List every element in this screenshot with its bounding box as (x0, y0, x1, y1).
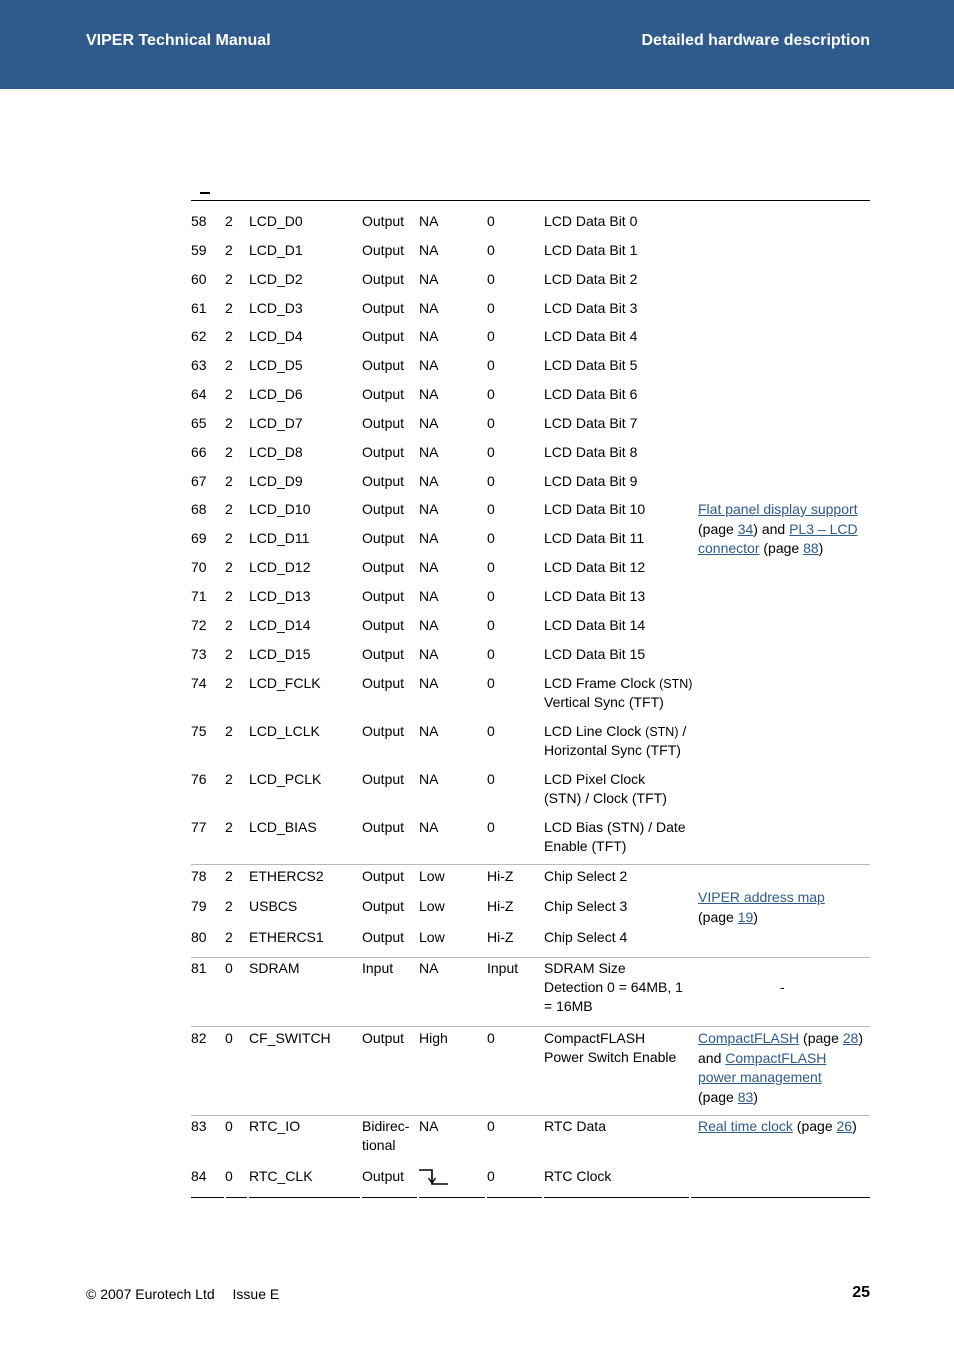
reset-state: 0 (487, 357, 495, 373)
pin-number: 62 (191, 328, 207, 344)
signal-name: LCD_LCLK (249, 723, 320, 739)
pin-number: 68 (191, 501, 207, 517)
pin-number: 60 (191, 271, 207, 287)
reset-state: 0 (487, 1168, 495, 1184)
reset-state: 0 (487, 501, 495, 517)
description: Horizontal Sync (TFT) (544, 742, 681, 758)
reset-state: 0 (487, 617, 495, 633)
level: 2 (225, 588, 233, 604)
pin-number: 76 (191, 771, 207, 787)
description: LCD Data Bit 8 (544, 444, 638, 460)
signal-name: LCD_D10 (249, 501, 311, 517)
level: 2 (225, 868, 233, 884)
description: LCD Data Bit 0 (544, 213, 638, 229)
direction: Output (362, 559, 405, 575)
active-state: Low (419, 898, 445, 914)
reset-state: 0 (487, 242, 495, 258)
direction: Output (362, 1168, 405, 1184)
direction: Output (362, 386, 405, 402)
table-bottom-rule (362, 1197, 417, 1198)
link-page-83[interactable]: 83 (737, 1088, 754, 1105)
active-state: NA (419, 559, 439, 575)
active-state: NA (419, 415, 439, 431)
description: SDRAM Size (544, 960, 626, 976)
active-state: NA (419, 960, 439, 976)
reset-state: 0 (487, 675, 495, 691)
ref-sdram: - (780, 979, 785, 995)
level: 2 (225, 213, 233, 229)
ref-compactflash: CompactFLASH (page 28) and CompactFLASH power management (page 83) (698, 1030, 863, 1105)
reset-state: Hi-Z (487, 929, 514, 945)
table-bottom-rule (487, 1197, 542, 1198)
ref-address-map: VIPER address map (page 19) (698, 889, 825, 925)
link-page-19[interactable]: 19 (737, 908, 754, 925)
description: LCD Data Bit 12 (544, 559, 646, 575)
direction: Output (362, 929, 405, 945)
description: LCD Data Bit 15 (544, 646, 646, 662)
table-top-mark (200, 192, 210, 194)
reset-state: 0 (487, 723, 495, 739)
table-bottom-rule (226, 1197, 247, 1198)
level: 2 (225, 819, 233, 835)
level: 2 (225, 473, 233, 489)
direction: Output (362, 723, 405, 739)
reset-state: Hi-Z (487, 898, 514, 914)
pin-number: 81 (191, 960, 207, 976)
description: LCD Data Bit 7 (544, 415, 638, 431)
link-page-34[interactable]: 34 (737, 520, 754, 537)
description: LCD Data Bit 6 (544, 386, 638, 402)
signal-name: LCD_BIAS (249, 819, 317, 835)
direction: Output (362, 444, 405, 460)
signal-name: LCD_D8 (249, 444, 303, 460)
section-title: Detailed hardware description (641, 32, 870, 49)
signal-name: ETHERCS1 (249, 929, 324, 945)
table-bottom-rule (419, 1197, 485, 1198)
level: 0 (225, 1118, 233, 1134)
direction: Output (362, 819, 405, 835)
direction: Output (362, 898, 405, 914)
pin-number: 58 (191, 213, 207, 229)
description: LCD Data Bit 13 (544, 588, 646, 604)
reset-state: 0 (487, 530, 495, 546)
description: LCD Data Bit 9 (544, 473, 638, 489)
active-state: NA (419, 501, 439, 517)
active-state: NA (419, 588, 439, 604)
level: 2 (225, 300, 233, 316)
active-state: NA (419, 646, 439, 662)
description: CompactFLASH (544, 1030, 646, 1046)
pin-number: 65 (191, 415, 207, 431)
description: LCD Data Bit 4 (544, 328, 638, 344)
footer (86, 1286, 293, 1302)
falling-edge-icon (418, 1168, 450, 1188)
description: LCD Data Bit 5 (544, 357, 638, 373)
link-power-management[interactable]: power management (698, 1069, 822, 1085)
reset-state: 0 (487, 271, 495, 287)
level: 2 (225, 357, 233, 373)
description: LCD Pixel Clock (544, 771, 646, 787)
reset-state: 0 (487, 415, 495, 431)
direction: Bidirec- (362, 1118, 410, 1134)
group-separator (191, 957, 870, 958)
signal-name: LCD_D11 (249, 530, 310, 546)
signal-name: LCD_D12 (249, 559, 311, 575)
description: LCD Line Clock (STN) / (544, 723, 687, 739)
reset-state: 0 (487, 771, 495, 787)
active-state: High (419, 1030, 448, 1046)
active-state: NA (419, 675, 439, 691)
pin-number: 77 (191, 819, 207, 835)
active-state: NA (419, 328, 439, 344)
signal-name: RTC_CLK (249, 1168, 313, 1184)
direction: Output (362, 473, 405, 489)
signal-name: ETHERCS2 (249, 868, 324, 884)
active-state: Low (419, 929, 445, 945)
description: Vertical Sync (TFT) (544, 694, 664, 710)
pin-number: 67 (191, 473, 207, 489)
group-separator (191, 1026, 870, 1027)
description: LCD Data Bit 1 (544, 242, 638, 258)
reset-state: 0 (487, 819, 495, 835)
signal-name: LCD_D0 (249, 213, 303, 229)
group-separator (191, 864, 870, 865)
direction: Output (362, 646, 405, 662)
table-bottom-rule (691, 1197, 870, 1198)
reset-state: 0 (487, 300, 495, 316)
direction: Output (362, 328, 405, 344)
pin-number: 84 (191, 1168, 207, 1184)
description: Chip Select 4 (544, 929, 628, 945)
ref-lcd: Flat panel display support (page 34) and PL3 – LCD connector (page 88) (698, 501, 858, 556)
reset-state: 0 (487, 646, 495, 662)
active-state: NA (419, 242, 439, 258)
page-number: 25 (852, 1284, 870, 1301)
reset-state: 0 (487, 386, 495, 402)
active-state: NA (419, 473, 439, 489)
signal-name: LCD_PCLK (249, 771, 322, 787)
description: = 16MB (544, 998, 593, 1014)
link-flat-panel-display-support[interactable]: Flat panel display support (698, 501, 858, 517)
direction: Output (362, 1030, 405, 1046)
active-state: NA (419, 1118, 439, 1134)
page-header (0, 0, 954, 89)
pin-number: 71 (191, 588, 207, 604)
description: (STN) / Clock (TFT) (544, 790, 667, 806)
link-pl3-lcd-connector[interactable]: PL3 – LCD (789, 520, 858, 537)
level: 2 (225, 617, 233, 633)
reset-state: Input (487, 960, 519, 976)
direction: Output (362, 868, 405, 884)
direction: Output (362, 530, 405, 546)
pin-number: 73 (191, 646, 207, 662)
direction: Output (362, 271, 405, 287)
level: 2 (225, 929, 233, 945)
pin-number: 72 (191, 617, 207, 633)
link-compactflash[interactable]: CompactFLASH (698, 1030, 800, 1046)
direction: tional (362, 1137, 396, 1153)
level: 0 (225, 1030, 233, 1046)
signal-name: USBCS (249, 898, 298, 914)
active-state: NA (419, 357, 439, 373)
direction: Output (362, 771, 405, 787)
level: 2 (225, 271, 233, 287)
signal-name: LCD_D3 (249, 300, 303, 316)
link-pl3-lcd-connector-cont[interactable]: connector (698, 540, 760, 556)
level: 2 (225, 386, 233, 402)
direction: Output (362, 357, 405, 373)
signal-name: LCD_D1 (249, 242, 303, 258)
table-bottom-rule (544, 1197, 689, 1198)
manual-title: VIPER Technical Manual (86, 32, 271, 49)
description: LCD Data Bit 11 (544, 530, 645, 546)
level: 2 (225, 530, 233, 546)
table-bottom-rule (249, 1197, 360, 1198)
description: Enable (TFT) (544, 838, 627, 854)
table-bottom-rule (191, 1197, 224, 1198)
description: LCD Data Bit 3 (544, 300, 638, 316)
reset-state: Hi-Z (487, 868, 514, 884)
direction: Output (362, 213, 405, 229)
ref-rtc: Real time clock (page 26) (698, 1118, 857, 1134)
pin-number: 66 (191, 444, 207, 460)
pin-number: 78 (191, 868, 207, 884)
description: LCD Data Bit 14 (544, 617, 646, 633)
signal-name: LCD_D5 (249, 357, 303, 373)
active-state: NA (419, 530, 439, 546)
level: 2 (225, 444, 233, 460)
pin-number: 79 (191, 898, 207, 914)
description: LCD Data Bit 2 (544, 271, 638, 287)
active-state: NA (419, 819, 439, 835)
active-state: NA (419, 386, 439, 402)
signal-name: LCD_D15 (249, 646, 311, 662)
signal-name: CF_SWITCH (249, 1030, 331, 1046)
description: Chip Select 3 (544, 898, 628, 914)
level: 2 (225, 328, 233, 344)
pin-number: 64 (191, 386, 207, 402)
signal-name: LCD_FCLK (249, 675, 321, 691)
direction: Output (362, 242, 405, 258)
pin-number: 63 (191, 357, 207, 373)
active-state: NA (419, 213, 439, 229)
description: LCD Data Bit 10 (544, 501, 646, 517)
signal-name: SDRAM (249, 960, 300, 976)
level: 2 (225, 415, 233, 431)
reset-state: 0 (487, 559, 495, 575)
pin-number: 75 (191, 723, 207, 739)
link-page-88[interactable]: 88 (803, 540, 819, 556)
group-separator (191, 1115, 870, 1116)
pin-number: 80 (191, 929, 207, 945)
signal-name: LCD_D14 (249, 617, 311, 633)
description: RTC Data (544, 1118, 606, 1134)
pin-number: 74 (191, 675, 207, 691)
level: 2 (225, 675, 233, 691)
reset-state: 0 (487, 1118, 495, 1134)
pin-number: 61 (191, 300, 207, 316)
description: LCD Bias (STN) / Date (544, 819, 686, 835)
link-compactflash-power[interactable]: CompactFLASH (725, 1049, 827, 1066)
reset-state: 0 (487, 588, 495, 604)
signal-name: LCD_D2 (249, 271, 303, 287)
description: RTC Clock (544, 1168, 612, 1184)
direction: Output (362, 675, 405, 691)
reset-state: 0 (487, 328, 495, 344)
link-page-28[interactable]: 28 (842, 1030, 859, 1046)
description: Detection 0 = 64MB, 1 (544, 979, 683, 995)
description: Power Switch Enable (544, 1049, 677, 1065)
description: LCD Frame Clock (STN) (544, 675, 693, 691)
pin-number: 69 (191, 530, 207, 546)
level: 2 (225, 898, 233, 914)
pin-number: 70 (191, 559, 207, 575)
level: 2 (225, 646, 233, 662)
signal-name: LCD_D6 (249, 386, 303, 402)
level: 0 (225, 1168, 233, 1184)
reset-state: 0 (487, 473, 495, 489)
direction: Output (362, 300, 405, 316)
active-state: NA (419, 444, 439, 460)
level: 2 (225, 242, 233, 258)
active-state: NA (419, 617, 439, 633)
signal-name: LCD_D13 (249, 588, 311, 604)
direction: Output (362, 617, 405, 633)
direction: Output (362, 588, 405, 604)
pin-number: 59 (191, 242, 207, 258)
active-state: NA (419, 723, 439, 739)
direction: Output (362, 415, 405, 431)
active-state: NA (419, 271, 439, 287)
signal-name: RTC_IO (249, 1118, 301, 1134)
level: 2 (225, 771, 233, 787)
link-page-26[interactable]: 26 (836, 1118, 853, 1134)
reset-state: 0 (487, 444, 495, 460)
level: 0 (225, 960, 233, 976)
link-viper-address-map[interactable]: VIPER address map (698, 889, 825, 905)
direction: Input (362, 960, 394, 976)
reset-state: 0 (487, 1030, 495, 1046)
signal-name: LCD_D4 (249, 328, 303, 344)
pin-number: 82 (191, 1030, 207, 1046)
issue: Issue E (232, 1286, 280, 1302)
level: 2 (225, 559, 233, 575)
direction: Output (362, 501, 405, 517)
description: Chip Select 2 (544, 868, 628, 884)
copyright: © 2007 Eurotech Ltd (86, 1286, 215, 1302)
level: 2 (225, 501, 233, 517)
active-state: Low (419, 868, 445, 884)
link-real-time-clock[interactable]: Real time clock (698, 1118, 793, 1134)
signal-name: LCD_D9 (249, 473, 303, 489)
active-state: NA (419, 771, 439, 787)
level: 2 (225, 723, 233, 739)
pin-number: 83 (191, 1118, 207, 1134)
signal-name: LCD_D7 (249, 415, 303, 431)
active-state: NA (419, 300, 439, 316)
reset-state: 0 (487, 213, 495, 229)
table-top-rule (191, 200, 870, 201)
